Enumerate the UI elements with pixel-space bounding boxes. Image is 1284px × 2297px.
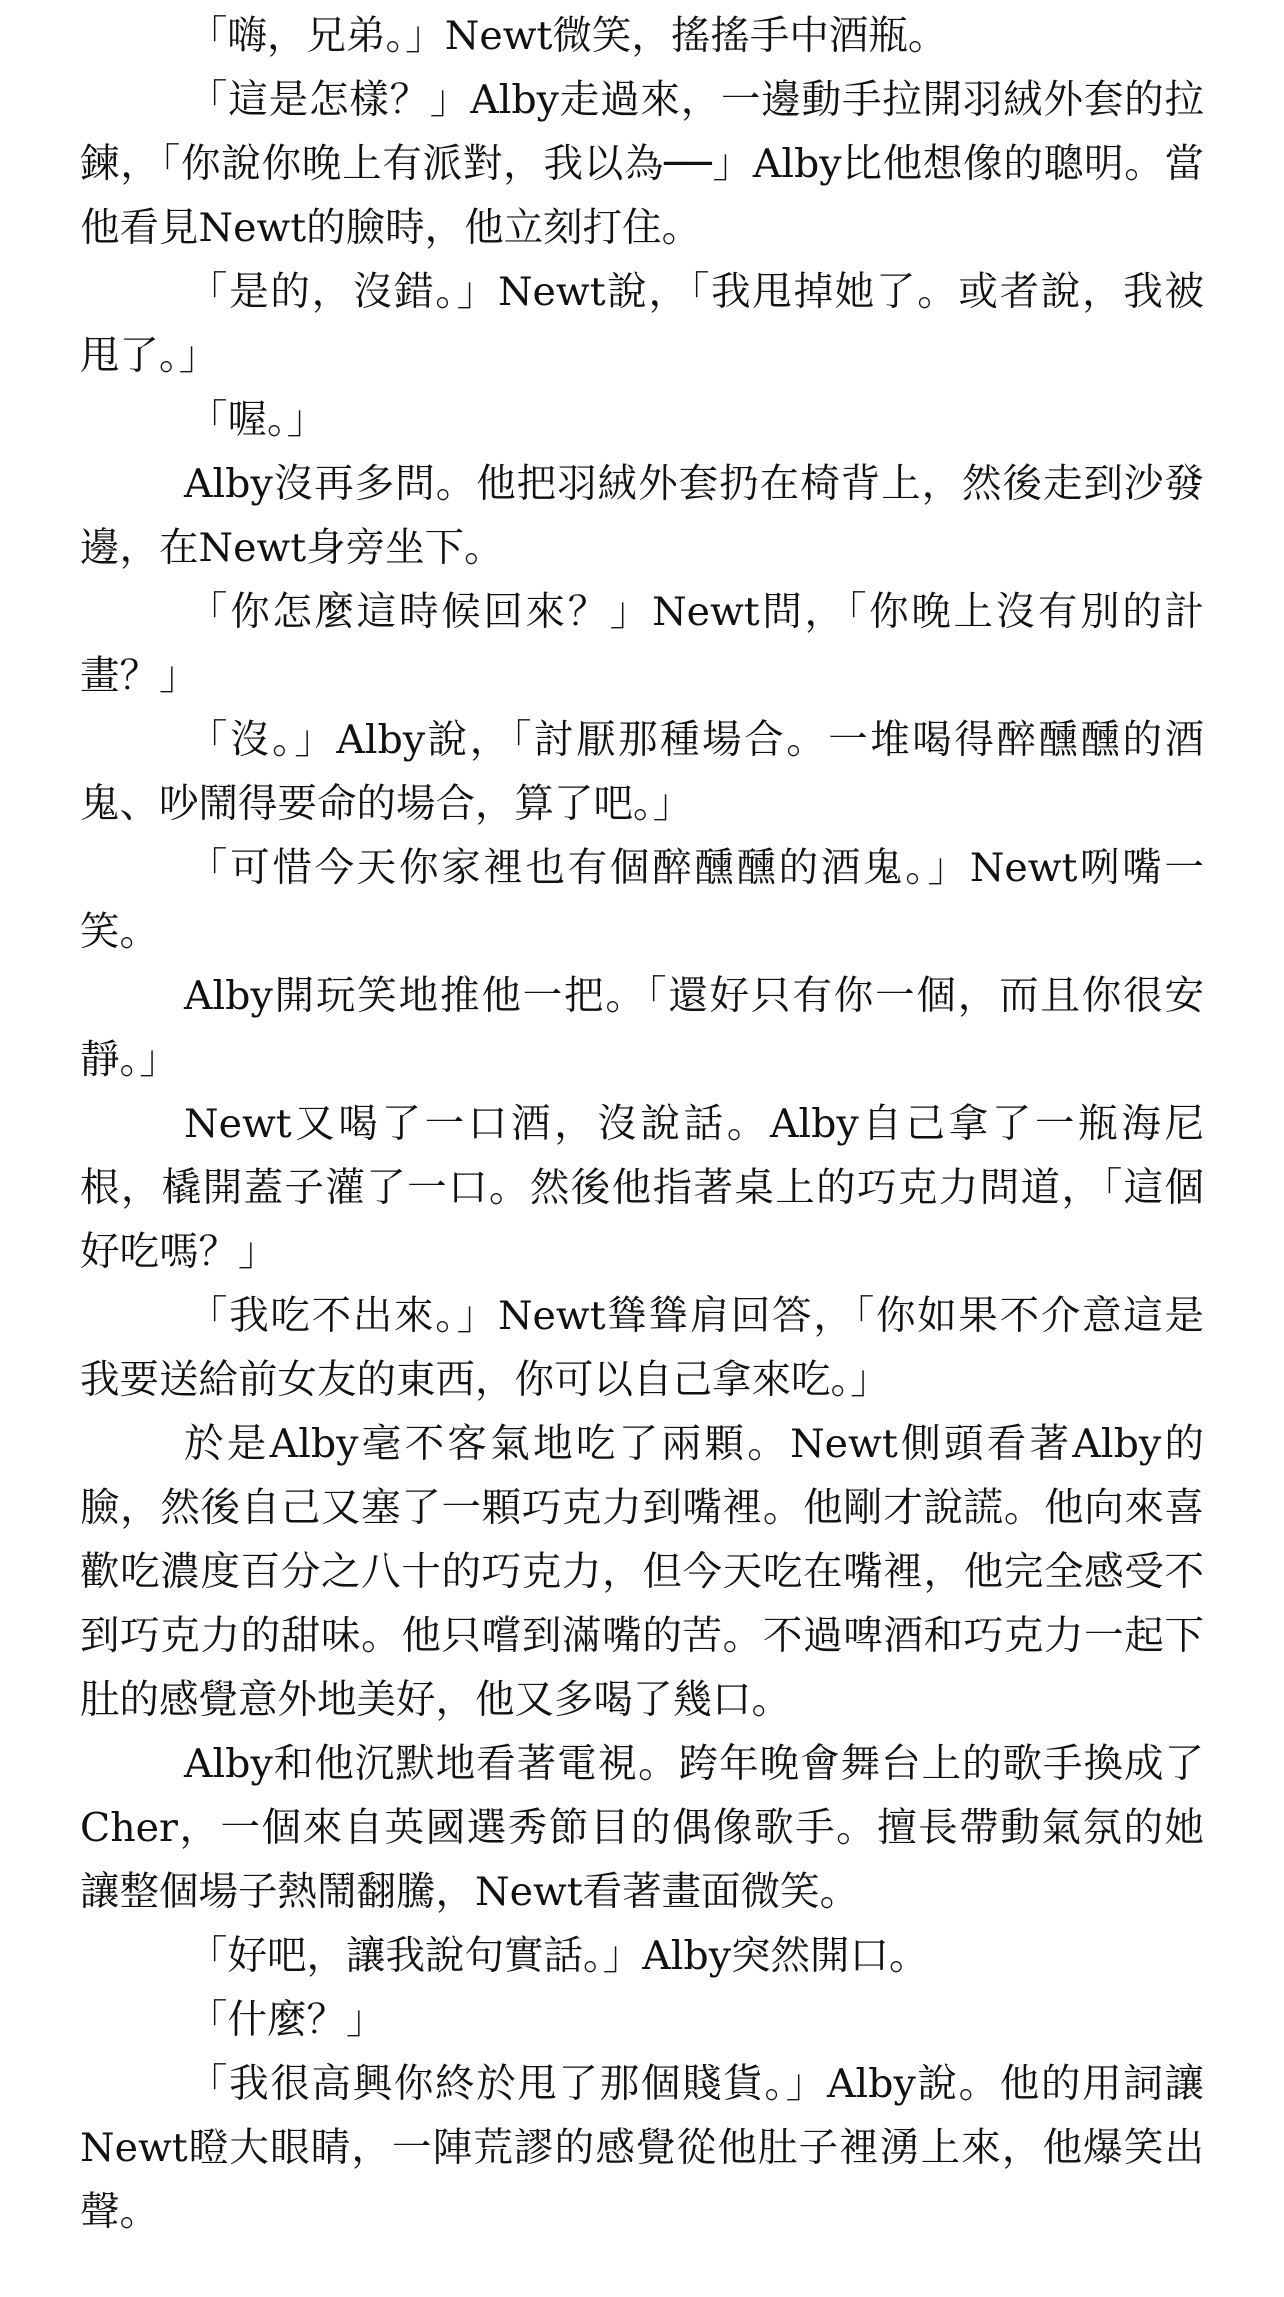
paragraph-5: Alby沒再多問。他把羽絨外套扔在椅背上，然後走到沙發邊，在Newt身旁坐下。 [80,461,1204,571]
paragraph-6: 「你怎麼這時候回來？」Newt問，「你晚上沒有別的計畫？」 [80,589,1204,699]
paragraph-14: 「好吧，讓我說句實話。」Alby突然開口。 [188,1933,929,1979]
paragraph-15: 「什麼？」 [188,1997,386,2043]
paragraph-11: 「我吃不出來。」Newt聳聳肩回答，「你如果不介意這是我要送給前女友的東西，你可以自己拿來吃。」 [80,1293,1204,1403]
paragraph-13: Alby和他沉默地看著電視。跨年晚會舞台上的歌手換成了Cher，一個來自英國選秀節目的偶像歌手。擅長帶動氣氛的她讓整個場子熱鬧翻騰，Newt看著畫面微笑。 [80,1741,1204,1915]
paragraph-2: 「這是怎樣？」Alby走過來，一邊動手拉開羽絨外套的拉鍊，「你說你晚上有派對，我以為──」Alby比他想像的聰明。當他看見Newt的臉時，他立刻打住。 [80,77,1204,251]
story-text [80,4,1204,2244]
paragraph-4: 「喔。」 [188,397,327,443]
paragraph-9: Alby開玩笑地推他一把。「還好只有你一個，而且你很安靜。」 [80,973,1204,1083]
paragraph-3: 「是的，沒錯。」Newt說，「我甩掉她了。或者說，我被甩了。」 [80,269,1204,379]
paragraph-10: Newt又喝了一口酒，沒說話。Alby自己拿了一瓶海尼根，橇開蓋子灌了一口。然後他指著桌上的巧克力問道，「這個好吃嗎？」 [80,1101,1204,1275]
paragraph-12: 於是Alby毫不客氣地吃了兩顆。Newt側頭看著Alby的臉，然後自己又塞了一顆巧克力到嘴裡。他剛才說謊。他向來喜歡吃濃度百分之八十的巧克力，但今天吃在嘴裡，他完全感受不到巧克力的甜味。他只嚐到滿嘴的苦。不過啤酒和巧克力一起下肚的感覺意外地美好，他又多喝了幾口。 [80,1421,1204,1723]
paragraph-7: 「沒。」Alby說，「討厭那種場合。一堆喝得醉醺醺的酒鬼、吵鬧得要命的場合，算了吧。」 [80,717,1204,827]
paragraph-8: 「可惜今天你家裡也有個醉醺醺的酒鬼。」Newt咧嘴一笑。 [80,845,1204,955]
paragraph-16: 「我很高興你終於甩了那個賤貨。」Alby說。他的用詞讓Newt瞪大眼睛，一陣荒謬的感覺從他肚子裡湧上來，他爆笑出聲。 [80,2061,1204,2235]
paragraph-1: 「嗨，兄弟。」Newt微笑，搖搖手中酒瓶。 [188,13,948,59]
